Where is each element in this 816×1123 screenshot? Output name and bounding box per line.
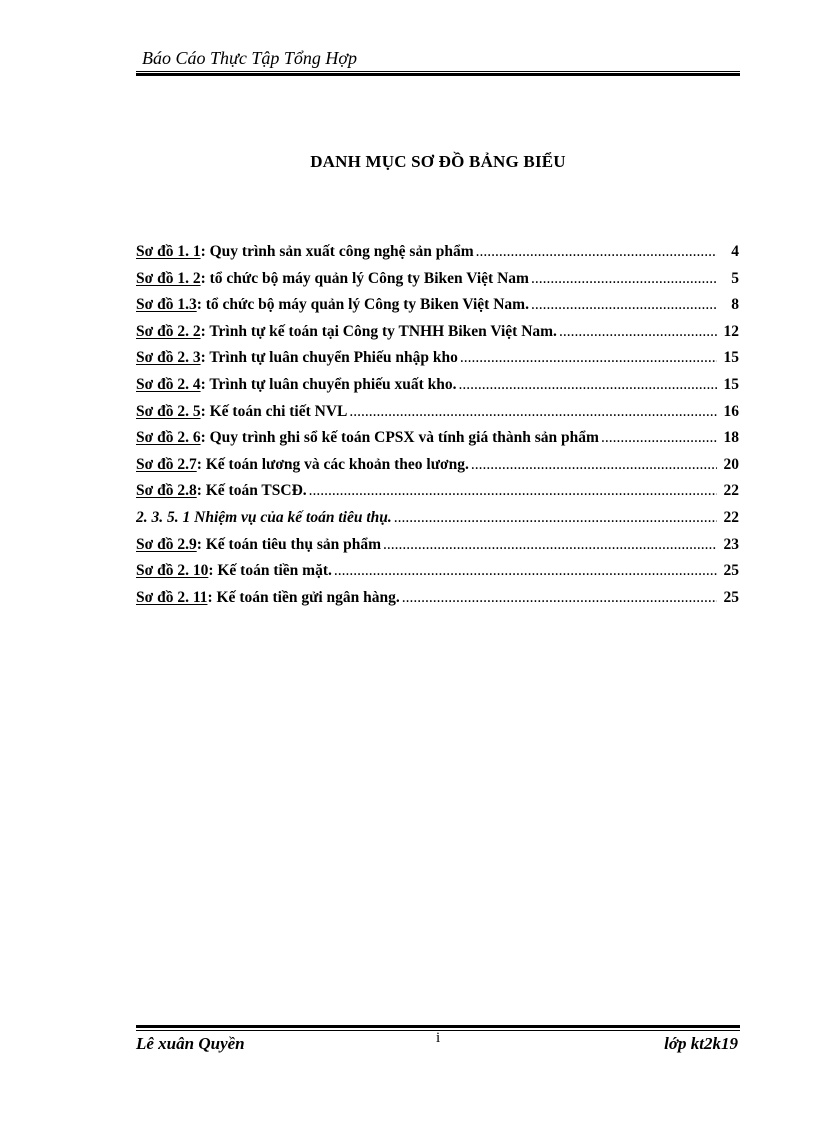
toc-entry-ref[interactable]: Sơ đồ 2. 10 xyxy=(136,562,209,580)
footer-page-number: i xyxy=(436,1030,441,1046)
toc-section-entry[interactable] xyxy=(136,509,739,536)
toc-entry-page: 8 xyxy=(731,296,739,314)
toc-entry-title: : Quy trình ghi sổ kế toán CPSX và tính giá thành sản phẩm xyxy=(200,429,599,447)
toc-leader-dots xyxy=(402,589,717,607)
toc-leader-dots xyxy=(531,270,717,288)
toc-entry-title: : Kế toán tiêu thụ sản phẩm xyxy=(196,535,382,553)
toc-entry-page: 4 xyxy=(731,243,739,260)
toc-leader-dots xyxy=(459,376,717,394)
toc-entry[interactable] xyxy=(136,403,739,430)
toc-entry[interactable] xyxy=(136,243,739,270)
toc-leader-dots xyxy=(531,296,717,314)
toc-leader-dots xyxy=(309,482,717,500)
toc-leader-dots xyxy=(383,536,717,554)
toc-entry-page: 23 xyxy=(723,535,739,553)
footer-author: Lê xuân Quyền xyxy=(136,1034,245,1053)
toc-entry-ref[interactable]: Sơ đồ 2. 5 xyxy=(136,402,201,420)
toc-leader-dots xyxy=(334,562,717,580)
toc-entry-title: : Kế toán lương và các khoản theo lương. xyxy=(196,455,469,473)
toc-entry-ref[interactable]: Sơ đồ 2. 6 xyxy=(136,429,201,447)
toc-entry-title: : Kế toán tiền mặt. xyxy=(208,562,332,580)
toc-entry[interactable] xyxy=(136,429,739,456)
header-rule-bottom xyxy=(136,73,740,76)
toc-entry-page: 12 xyxy=(723,322,739,340)
toc-entry-ref[interactable]: Sơ đồ 1. 2 xyxy=(136,269,201,287)
toc-entry-ref[interactable]: Sơ đồ 2. 11 xyxy=(136,588,208,606)
toc-entry-title: : Kế toán TSCĐ. xyxy=(196,482,307,500)
toc-leader-dots xyxy=(460,349,717,367)
toc-leader-dots xyxy=(471,456,717,474)
toc-entry-page: 15 xyxy=(723,349,739,367)
toc-entry-page: 25 xyxy=(723,588,739,606)
toc-leader-dots xyxy=(601,429,717,447)
toc-entry-title: : Kế toán tiền gửi ngân hàng. xyxy=(207,588,400,606)
toc-entry-page: 22 xyxy=(723,482,739,500)
toc-entry-ref[interactable]: Sơ đồ 2.8 xyxy=(136,482,197,500)
toc-entry-ref[interactable]: Sơ đồ 2. 3 xyxy=(136,349,201,367)
toc-entry-page: 20 xyxy=(723,455,739,473)
toc-entry[interactable] xyxy=(136,562,739,589)
toc-entry-ref[interactable]: Sơ đồ 2. 2 xyxy=(136,322,201,340)
toc-entry[interactable] xyxy=(136,456,739,483)
toc-entry[interactable] xyxy=(136,536,739,563)
toc-leader-dots xyxy=(394,509,717,527)
toc-entry-page: 5 xyxy=(731,269,739,287)
toc-entry[interactable] xyxy=(136,296,739,323)
toc-entry-title: : Trình tự kế toán tại Công ty TNHH Biken Việt Nam. xyxy=(200,322,557,340)
toc-leader-dots xyxy=(349,403,717,421)
footer-class: lớp kt2k19 xyxy=(664,1034,738,1053)
header-title: Báo Cáo Thực Tập Tổng Hợp xyxy=(142,48,357,68)
toc-leader-dots xyxy=(559,323,717,341)
toc-entry-ref[interactable]: Sơ đồ 1.3 xyxy=(136,296,197,314)
toc-entry-title: : Quy trình sản xuất công nghệ sản phẩm xyxy=(200,243,474,260)
toc-entry-title: : Kế toán chi tiết NVL xyxy=(200,402,348,420)
toc-entry[interactable] xyxy=(136,349,739,376)
header-rule-top xyxy=(136,71,740,72)
toc-entry-ref[interactable]: Sơ đồ 2. 4 xyxy=(136,375,201,393)
toc-entry-ref[interactable]: Sơ đồ 1. 1 xyxy=(136,243,201,260)
toc-entry-page: 15 xyxy=(723,375,739,393)
toc-leader-dots xyxy=(476,243,717,261)
toc-entry-page: 18 xyxy=(723,429,739,447)
toc-entry-title: : Trình tự luân chuyển Phiếu nhập kho xyxy=(200,349,458,367)
toc-entry-page: 16 xyxy=(723,402,739,420)
toc-entry[interactable] xyxy=(136,589,739,616)
toc-entry-page: 25 xyxy=(723,562,739,580)
toc-entry-page: 22 xyxy=(723,508,739,526)
toc-entry[interactable] xyxy=(136,323,739,350)
toc-entry[interactable] xyxy=(136,270,739,297)
page-title: DANH MỤC SƠ ĐỒ BẢNG BIỂU xyxy=(310,152,566,171)
toc-entry-ref[interactable]: Sơ đồ 2.7 xyxy=(136,455,197,473)
toc-entry[interactable] xyxy=(136,482,739,509)
toc-entry-ref[interactable]: Sơ đồ 2.9 xyxy=(136,535,197,553)
toc-entry-title: : tổ chức bộ máy quản lý Công ty Biken Việt Nam. xyxy=(196,296,529,314)
toc-entry-title: : Trình tự luân chuyển phiếu xuất kho. xyxy=(200,375,457,393)
toc-entry[interactable] xyxy=(136,376,739,403)
footer-rule-top xyxy=(136,1025,740,1028)
table-of-contents xyxy=(136,243,739,615)
toc-section-title: 2. 3. 5. 1 Nhiệm vụ của kế toán tiêu thụ. xyxy=(136,508,392,526)
toc-entry-title: : tổ chức bộ máy quản lý Công ty Biken Việt Nam xyxy=(200,269,529,287)
